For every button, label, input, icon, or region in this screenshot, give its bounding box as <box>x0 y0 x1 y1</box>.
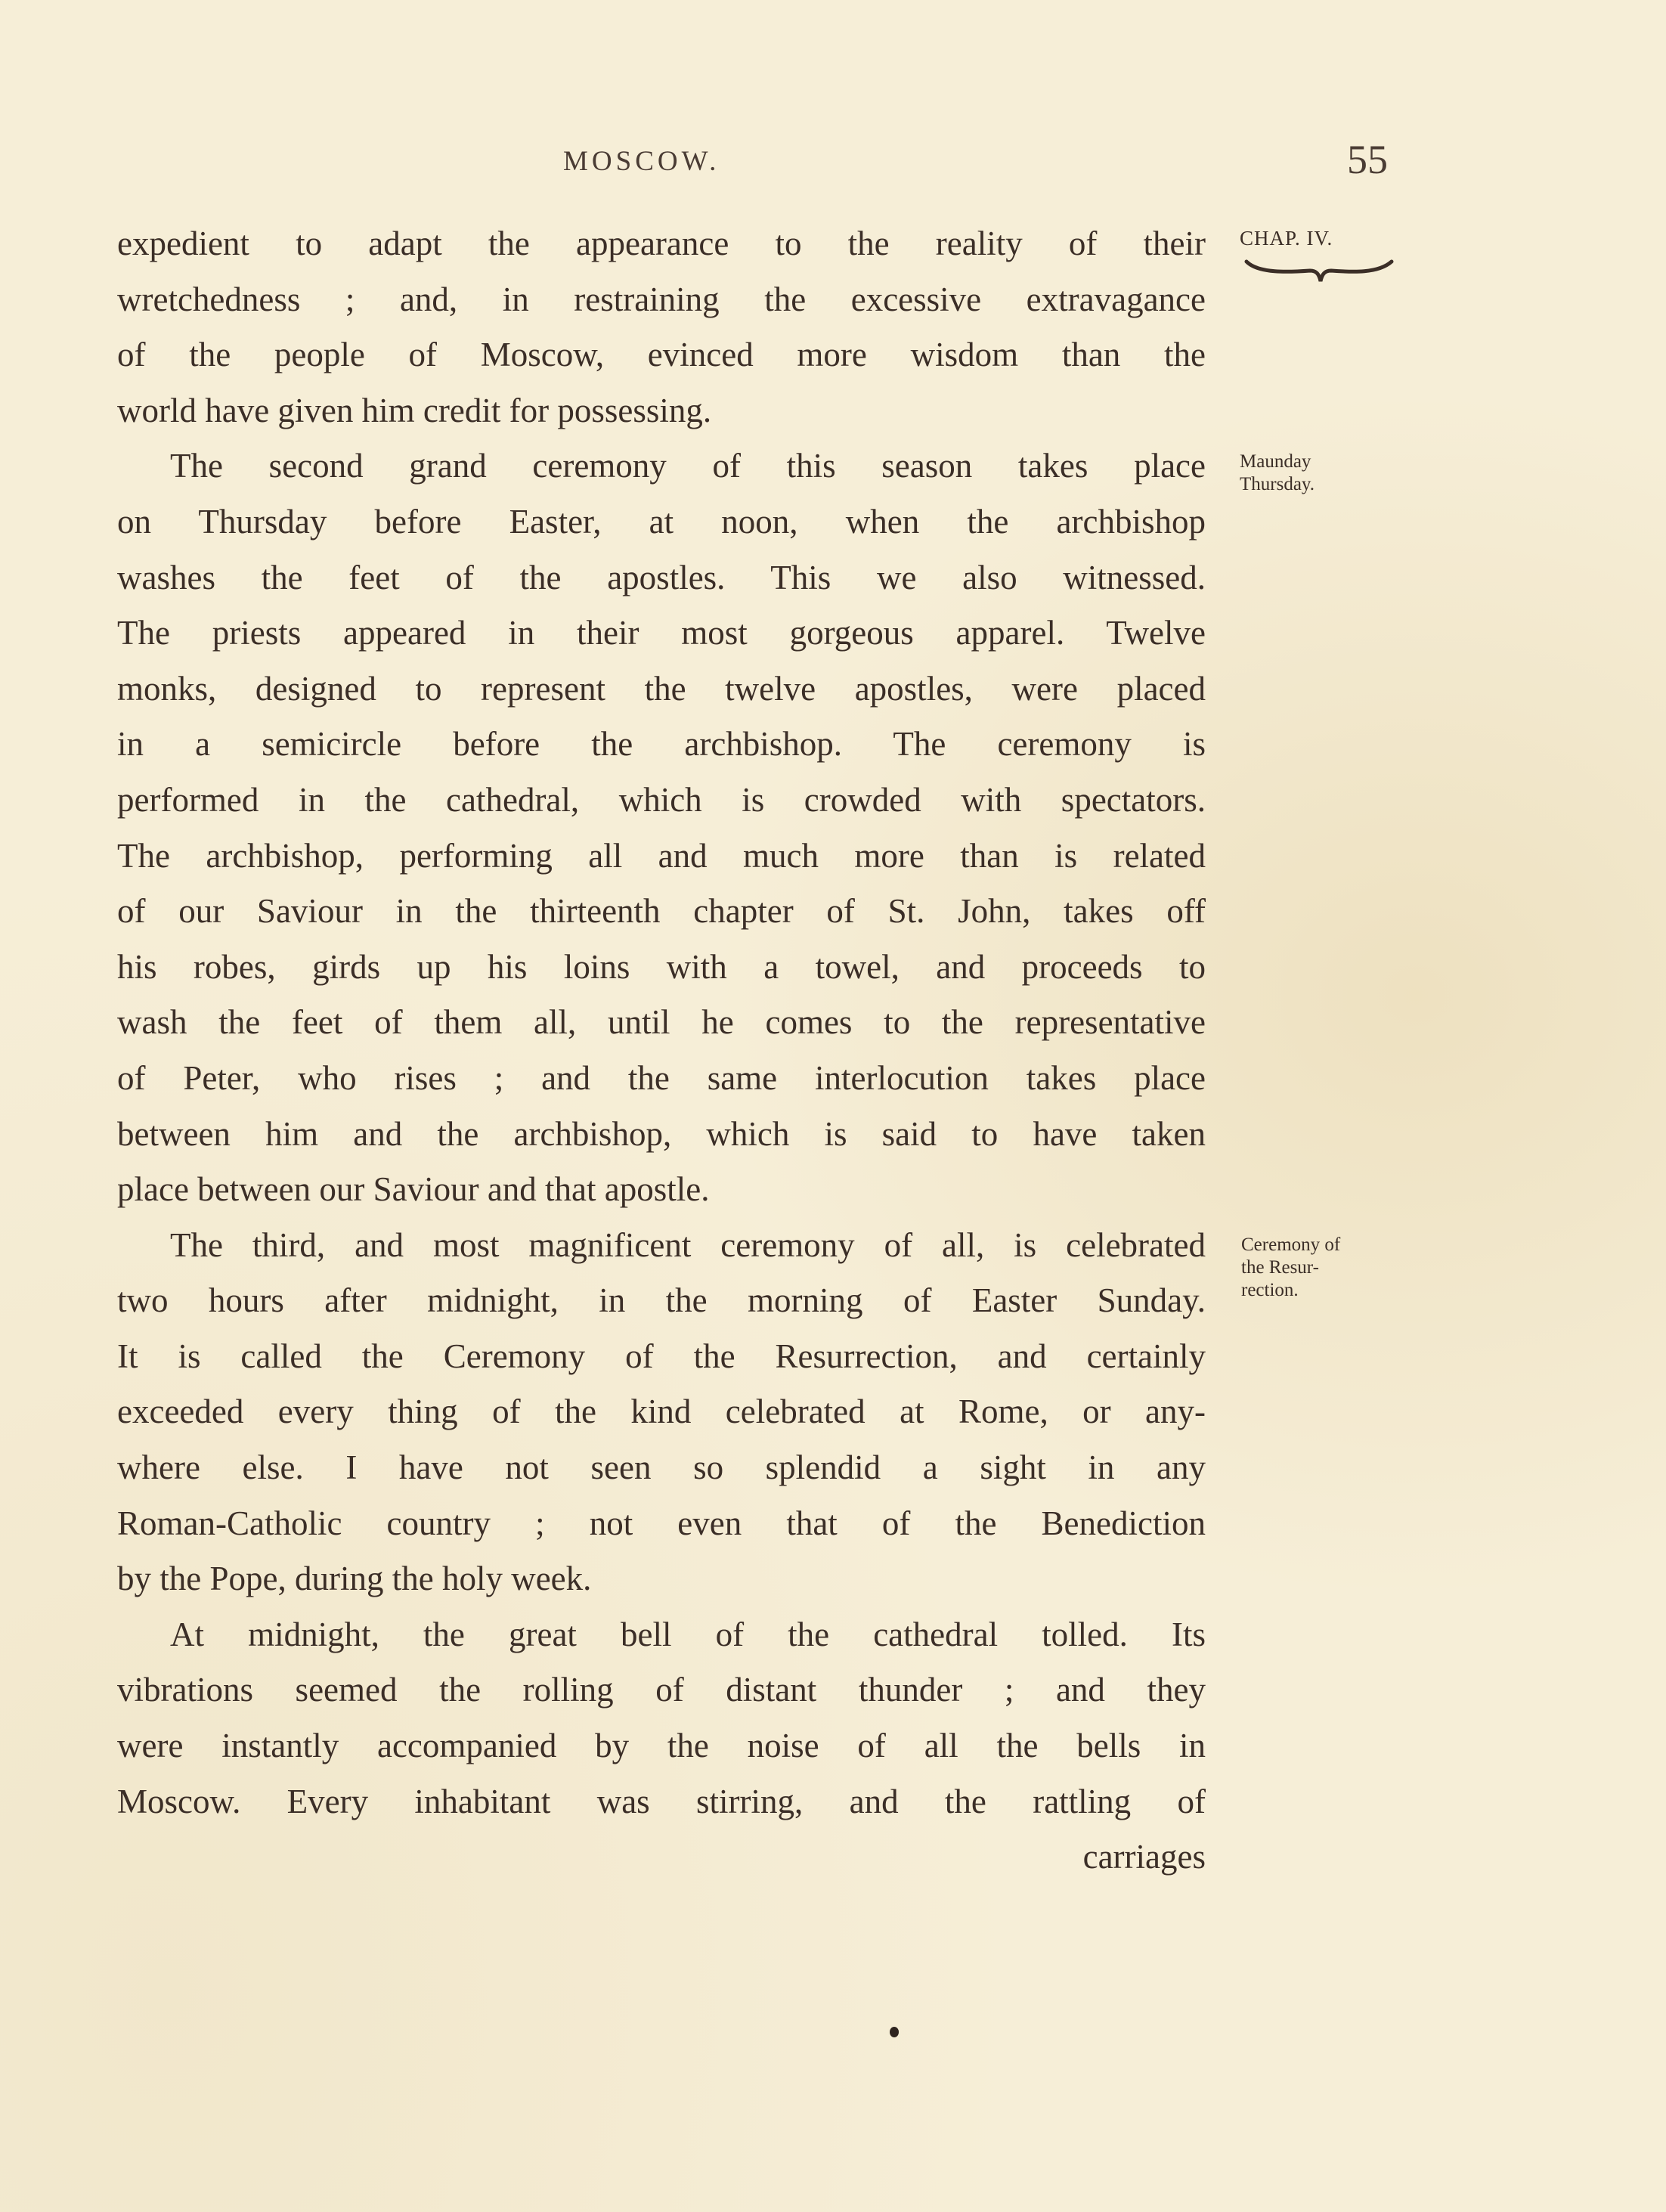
text-line: The second grand ceremony of this season takes place <box>170 447 1206 485</box>
text-line: of Peter, who rises ; and the same interlocution takes place <box>117 1058 1206 1097</box>
text-line: were instantly accompanied by the noise of all the bells in <box>117 1727 1206 1765</box>
text-line: place between our Saviour and that apostle. <box>117 1170 710 1209</box>
margin-note-ceremony <box>1241 1234 1392 1302</box>
text-line: At midnight, the great bell of the cathedral tolled. Its <box>170 1615 1206 1653</box>
text-line: expedient to adapt the appearance to the reality of their <box>117 225 1206 262</box>
text-line: in a semicircle before the archbishop. The ceremony is <box>117 725 1206 764</box>
text-line: of the people of Moscow, evinced more wisdom than the <box>117 336 1206 374</box>
text-line: world have given him credit for possessing. <box>117 391 712 429</box>
margin-note-line: Ceremony of <box>1241 1235 1341 1255</box>
text-line: where else. I have not seen so splendid a sight in any <box>117 1448 1206 1487</box>
body-text <box>117 216 1206 1885</box>
text-line: Roman-Catholic country ; not even that of the Benediction <box>117 1504 1206 1542</box>
text-line: of our Saviour in the thirteenth chapter of St. John, takes off <box>117 892 1206 931</box>
text-line: on Thursday before Easter, at noon, when the archbishop <box>117 502 1206 541</box>
text-line: It is called the Ceremony of the Resurrection, and certainly <box>117 1337 1206 1375</box>
text-line: vibrations seemed the rolling of distant thunder ; and they <box>117 1671 1206 1709</box>
text-line: Moscow. Every inhabitant was stirring, and the rattling of <box>117 1782 1206 1820</box>
margin-note-line: rection. <box>1241 1280 1299 1300</box>
text-line: The priests appeared in their most gorgeous apparel. Twelve <box>117 614 1206 652</box>
ink-speck <box>890 2027 899 2037</box>
text-line: monks, designed to represent the twelve apostles, were placed <box>117 669 1206 708</box>
page-number: 55 <box>1347 137 1388 182</box>
running-head <box>0 136 1666 181</box>
text-line: performed in the cathedral, which is crowded with spectators. <box>117 780 1206 819</box>
text-line: The archbishop, performing all and much more than is related <box>117 836 1206 875</box>
margin-note-line: Maunday <box>1240 451 1311 472</box>
text-line: wretchedness ; and, in restraining the excessive extravagance <box>117 280 1206 318</box>
text-line: between him and the archbishop, which is said to have taken <box>117 1114 1206 1153</box>
running-title: MOSCOW. <box>563 146 720 177</box>
catchword: carriages <box>1082 1838 1206 1876</box>
text-line: washes the feet of the apostles. This we also witnessed. <box>117 558 1206 596</box>
margin-note-line: the Resur- <box>1241 1257 1319 1278</box>
text-line: by the Pope, during the holy week. <box>117 1560 592 1598</box>
text-line: wash the feet of them all, until he comes to the representative <box>117 1003 1206 1042</box>
chapter-brace-icon <box>1243 257 1395 284</box>
text-line: two hours after midnight, in the morning of Easter Sunday. <box>117 1281 1206 1320</box>
text-line: his robes, girds up his loins with a towel, and proceeds to <box>117 947 1206 986</box>
text-line: exceeded every thing of the kind celebrated at Rome, or any- <box>117 1393 1206 1431</box>
chapter-label: CHAP. IV. <box>1240 227 1333 249</box>
text-line: The third, and most magnificent ceremony of all, is celebrated <box>170 1225 1206 1264</box>
margin-note-maunday <box>1240 451 1391 496</box>
margin-note-line: Thursday. <box>1240 474 1315 494</box>
